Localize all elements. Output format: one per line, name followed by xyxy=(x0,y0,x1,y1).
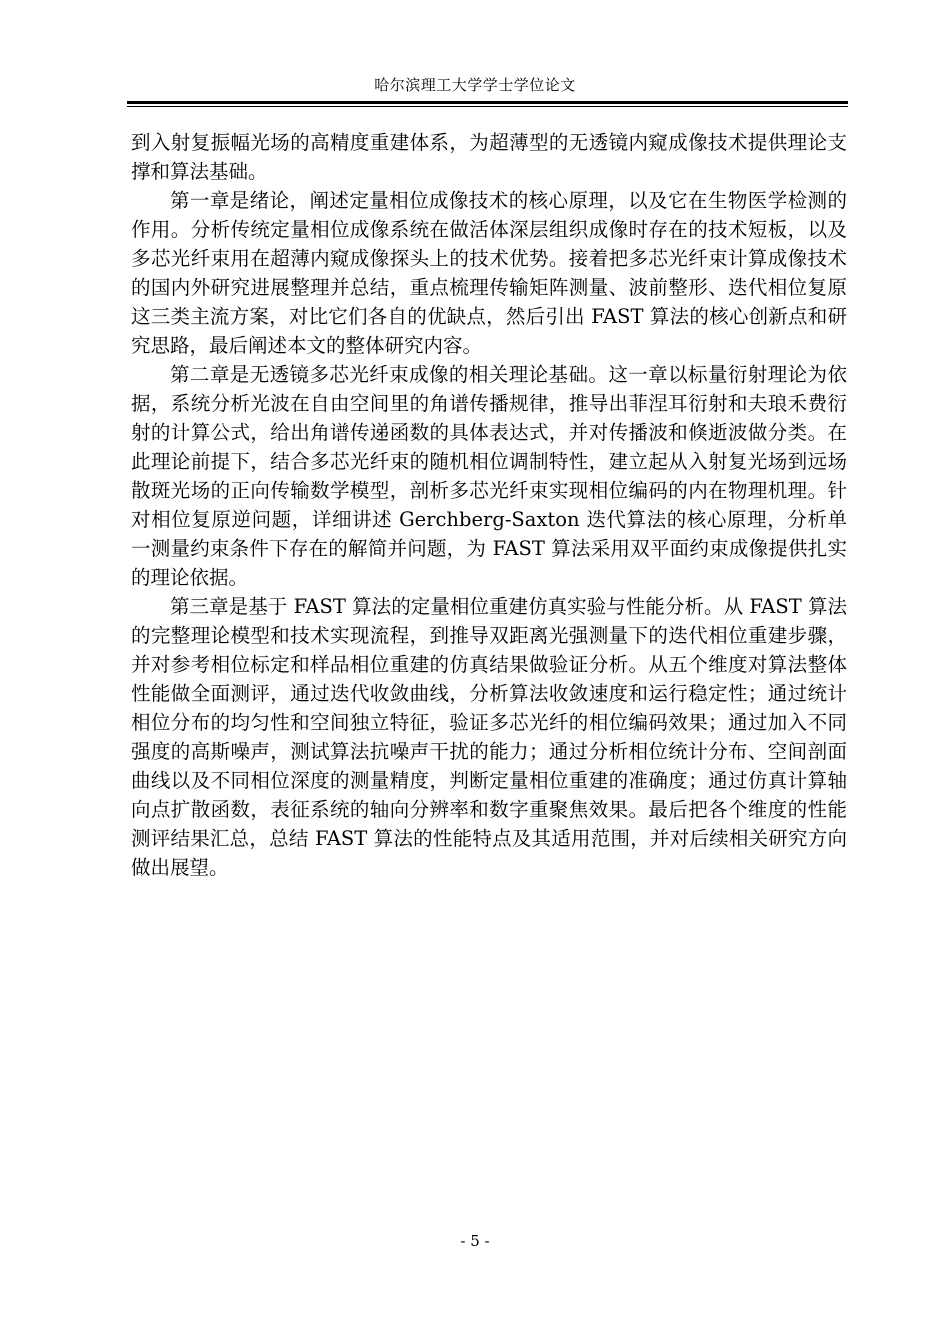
paragraph-continuation: 到入射复振幅光场的高精度重建体系，为超薄型的无透镜内窥成像技术提供理论支撑和算法基础。 xyxy=(131,131,847,183)
paragraph-chapter-1: 第一章是绪论，阐述定量相位成像技术的核心原理，以及它在生物医学检测的作用。分析传统定量相位成像系统在做活体深层组织成像时存在的技术短板，以及多芯光纤束用在超薄内窥成像探头上的技术优势。接着把多芯光纤束计算成像技术的国内外研究进展整理并总结，重点梳理传输矩阵测量、波前整形、迭代相位复原这三类主流方案，对比它们各自的优缺点，然后引出 FAST 算法的核心创新点和研究思路，最后阐述本文的整体研究内容。 xyxy=(131,189,847,357)
paragraph-chapter-2: 第二章是无透镜多芯光纤束成像的相关理论基础。这一章以标量衍射理论为依据，系统分析光波在自由空间里的角谱传播规律，推导出菲涅耳衍射和夫琅禾费衍射的计算公式，给出角谱传递函数的具体表达式，并对传播波和倏逝波做分类。在此理论前提下，结合多芯光纤束的随机相位调制特性，建立起从入射复光场到远场散斑光场的正向传输数学模型，剖析多芯光纤束实现相位编码的内在物理机理。针对相位复原逆问题，详细讲述 Gerchberg-Saxton 迭代算法的核心原理，分析单一测量约束条件下存在的解简并问题，为 FAST 算法采用双平面约束成像提供扎实的理论依据。 xyxy=(131,363,847,589)
page-number: - 5 - xyxy=(460,1232,490,1250)
header-rule-thick xyxy=(127,101,848,104)
paragraph-chapter-3: 第三章是基于 FAST 算法的定量相位重建仿真实验与性能分析。从 FAST 算法的完整理论模型和技术实现流程，到推导双距离光强测量下的迭代相位重建步骤，并对参考相位标定和样品相位重建的仿真结果做验证分析。从五个维度对算法整体性能做全面测评，通过迭代收敛曲线，分析算法收敛速度和运行稳定性；通过统计相位分布的均匀性和空间独立特征，验证多芯光纤的相位编码效果；通过加入不同强度的高斯噪声，测试算法抗噪声干扰的能力；通过分析相位统计分布、空间剖面曲线以及不同相位深度的测量精度，判断定量相位重建的准确度；通过仿真计算轴向点扩散函数，表征系统的轴向分辨率和数字重聚焦效果。最后把各个维度的性能测评结果汇总，总结 FAST 算法的性能特点及其适用范围，并对后续相关研究方向做出展望。 xyxy=(131,595,847,879)
running-header: 哈尔滨理工大学学士学位论文 xyxy=(374,76,576,94)
header-rule-thin xyxy=(127,106,848,107)
body-text xyxy=(131,128,847,882)
